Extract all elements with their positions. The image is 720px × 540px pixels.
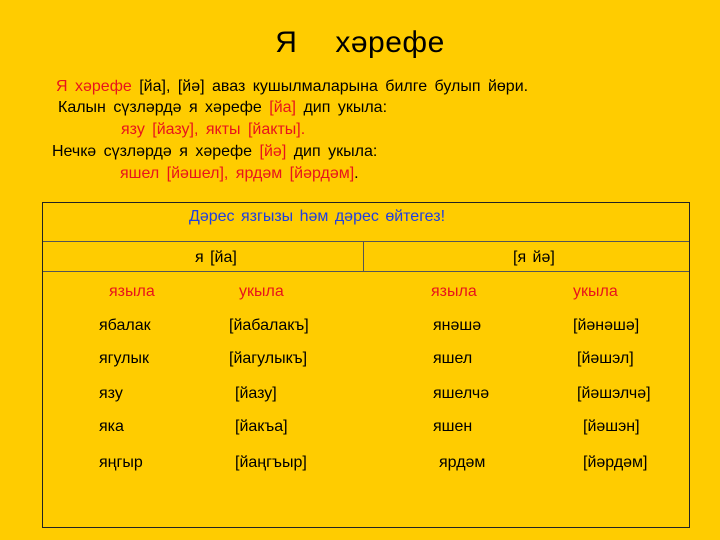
table-cell: яңгыр xyxy=(99,454,143,471)
table-cell: [йаңгъыр] xyxy=(235,454,307,471)
table-cell: [йәшэл] xyxy=(577,350,634,367)
page-title xyxy=(0,26,720,60)
title-letter: Я xyxy=(275,26,298,59)
table-cell: [йәшэн] xyxy=(583,418,640,435)
intro-line-1-text: [йа], [йә] аваз кушылмаларына билге булып йөри. xyxy=(139,78,529,95)
column-header-write-left: языла xyxy=(109,283,155,300)
column-header-read-left: укыла xyxy=(239,283,284,300)
table-cell: язу xyxy=(99,385,123,402)
table-cell: [йабалакъ] xyxy=(229,317,309,334)
intro-line-4-text: Нечкә сүзләрдә я хәрефе xyxy=(52,143,253,160)
intro-line-3: язу [йазу], якты [йакты]. xyxy=(121,121,306,138)
table-cell: [йазу] xyxy=(235,385,277,402)
intro-line-5-dot: . xyxy=(354,165,359,182)
intro-line-1 xyxy=(56,78,528,96)
intro-line-4 xyxy=(52,143,377,161)
column-header-write-right: языла xyxy=(431,283,477,300)
table-cell: яшелчә xyxy=(433,385,490,402)
table-cell: ябалак xyxy=(99,317,151,334)
table-cell: [йәрдәм] xyxy=(583,454,648,471)
right-group-header: [я йә] xyxy=(513,249,555,266)
table-cell: яшен xyxy=(433,418,473,435)
table-heading: Дәрес язгызы һәм дәрес өйтегез! xyxy=(189,208,446,225)
intro-line-2-text: Калын сүзләрдә я хәрефе xyxy=(58,99,262,116)
intro-line-2-end: дип укыла: xyxy=(303,99,388,116)
table-cell: [йәшэлчә] xyxy=(577,385,651,402)
left-group-header: я [йа] xyxy=(195,249,237,266)
table-cell: ярдәм xyxy=(439,454,486,471)
intro-line-4-end: дип укыла: xyxy=(293,143,378,160)
intro-line-4-highlight: [йә] xyxy=(259,143,287,160)
intro-line-2-highlight: [йа] xyxy=(269,99,296,116)
table-cell: яшел xyxy=(433,350,473,367)
table-cell: [йакъа] xyxy=(235,418,288,435)
table-cell: яка xyxy=(99,418,124,435)
intro-line-2 xyxy=(58,99,387,117)
table-cell: янәшә xyxy=(433,317,482,334)
letter-table xyxy=(42,202,690,528)
table-cell: [йәнәшә] xyxy=(573,317,640,334)
table-cell: [йагулыкъ] xyxy=(229,350,308,367)
column-header-read-right: укыла xyxy=(573,283,618,300)
intro-line-1-highlight: Я хәрефе xyxy=(56,78,132,95)
intro-line-5 xyxy=(120,165,359,183)
intro-line-5-text: яшел [йәшел], ярдәм [йәрдәм] xyxy=(120,165,355,182)
table-cell: ягулык xyxy=(99,350,149,367)
title-word: хәрефе xyxy=(335,26,445,59)
